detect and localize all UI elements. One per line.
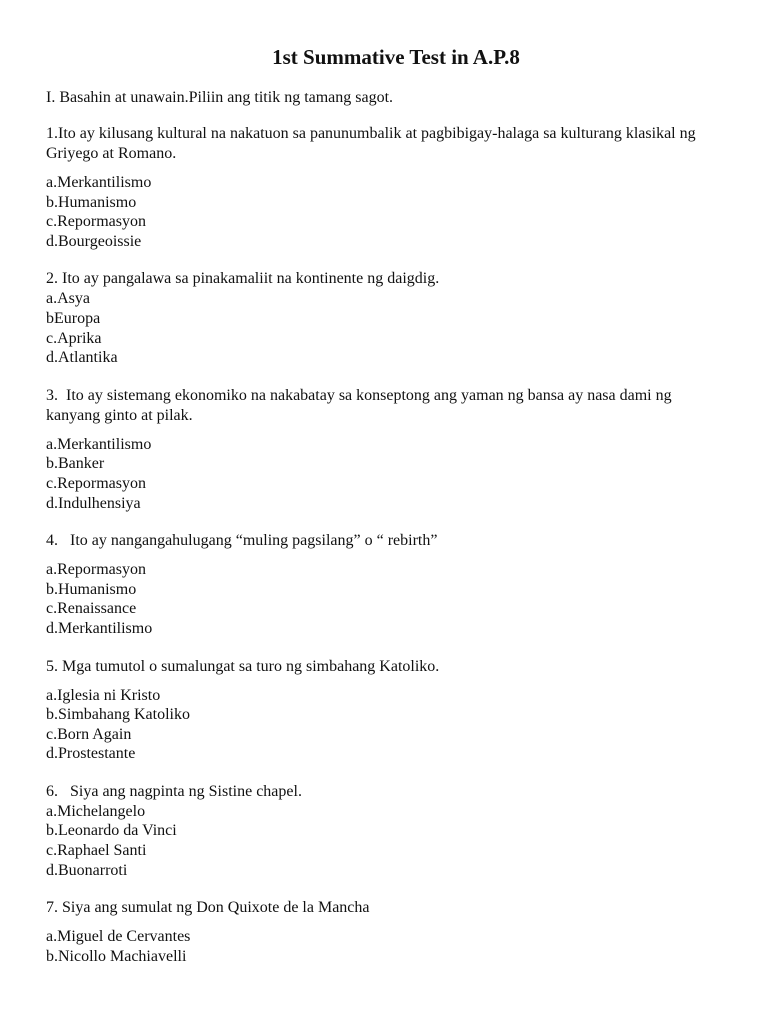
question-text: 5. Mga tumutol o sumalungat sa turo ng simbahang Katoliko. xyxy=(46,657,440,675)
choice-c: c.Repormasyon xyxy=(46,474,146,492)
choice-a: a.Merkantilismo xyxy=(46,435,152,453)
choice-c: c.Repormasyon xyxy=(46,213,146,231)
choice-b: b.Nicollo Machiavelli xyxy=(46,947,187,965)
choice-b: b.Humanismo xyxy=(46,580,137,598)
choice-c: c.Aprika xyxy=(46,329,102,347)
question-text: 7. Siya ang sumulat ng Don Quixote de la Mancha xyxy=(46,899,370,917)
question-4 xyxy=(46,531,726,638)
question-6 xyxy=(46,782,726,880)
choice-a: a.Michelangelo xyxy=(46,802,146,820)
question-5 xyxy=(46,657,726,764)
choice-a: a.Miguel de Cervantes xyxy=(46,928,191,946)
question-1 xyxy=(46,124,726,251)
choice-a: a.Merkantilismo xyxy=(46,174,152,191)
question-text: 2. Ito ay pangalawa sa pinakamaliit na kontinente ng daigdig. xyxy=(46,270,440,288)
choice-list xyxy=(46,927,726,966)
choice-d: d.Bourgeoissie xyxy=(46,232,142,250)
choice-a: a.Iglesia ni Kristo xyxy=(46,686,161,704)
question-text: 3. Ito ay sistemang ekonomiko na nakabatay sa konseptong ang yaman ng bansa ay nasa dami ng kanyang ginto at pilak. xyxy=(46,386,676,424)
choice-b: bEuropa xyxy=(46,309,101,327)
choice-d: d.Buonarroti xyxy=(46,861,128,879)
choice-b: b.Simbahang Katoliko xyxy=(46,706,190,724)
question-2 xyxy=(46,269,726,367)
question-text: 6. Siya ang nagpinta ng Sistine chapel. xyxy=(46,782,302,800)
choice-b: b.Banker xyxy=(46,455,105,473)
question-7 xyxy=(46,898,726,966)
choice-a: a.Asya xyxy=(46,290,90,308)
choice-b: b.Humanismo xyxy=(46,193,137,211)
choice-list xyxy=(46,686,726,764)
choice-list xyxy=(46,802,726,880)
choice-list xyxy=(46,435,726,513)
question-text: 1.Ito ay kilusang kultural na nakatuon sa panunumbalik at pagbibigay-halaga sa kulturang klasikal ng Griyego at Romano. xyxy=(46,125,700,162)
choice-c: c.Raphael Santi xyxy=(46,842,147,860)
instruction-text: I. Basahin at unawain.Piliin ang titik ng tamang sagot. xyxy=(46,89,394,106)
choice-list xyxy=(46,173,726,251)
document-page xyxy=(46,44,726,984)
choice-d: d.Prostestante xyxy=(46,745,136,763)
choice-list xyxy=(46,289,726,367)
choice-d: d.Indulhensiya xyxy=(46,494,141,512)
choice-c: c.Born Again xyxy=(46,725,132,743)
question-3 xyxy=(46,386,726,513)
choice-b: b.Leonardo da Vinci xyxy=(46,822,177,840)
choice-c: c.Renaissance xyxy=(46,600,137,618)
choice-list xyxy=(46,560,726,638)
choice-a: a.Repormasyon xyxy=(46,561,146,579)
page-title: 1st Summative Test in A.P.8 xyxy=(272,45,520,69)
choice-d: d.Merkantilismo xyxy=(46,619,153,637)
choice-d: d.Atlantika xyxy=(46,349,118,367)
question-text: 4. Ito ay nangangahulugang “muling pagsilang” o “ rebirth” xyxy=(46,532,438,550)
